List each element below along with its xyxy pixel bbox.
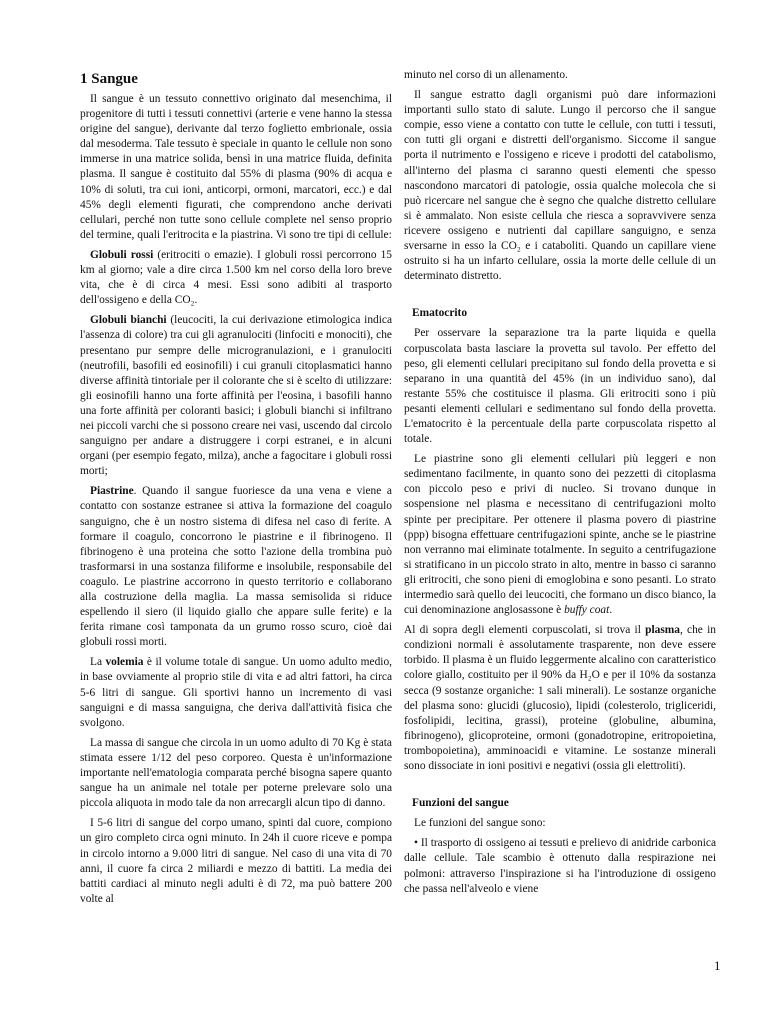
term-globuli-bianchi: Globuli bianchi — [90, 314, 167, 327]
text-plasma-pre: Al di sopra degli elementi corpuscolati, si trova il — [404, 624, 646, 637]
left-column — [80, 68, 392, 912]
text-globuli-bianchi: (leucociti, la cui derivazione etimologica indica l'assenza di colore) tra cui gli agranulociti (linfociti e monociti), che presentano pur sempre delle microgranulazioni, e i granulociti (neutrofili, basofili ed eosinofili) i cui granuli citoplasmatici hanno diverse affinità tintoriale per il colorante che si è scelto di utilizzare: gli eosinofili hanno una forte affinità per l'eosina, i basofili hanno una forte affinità per coloranti basici; i globuli bianchi si infiltrano nei piccoli varchi che si possono creare nei vasi, uscendo dal circolo sanguigno per andare a distruggere i corpi estranei, e in alcuni organi (per esempio fegato, milza), anche a fagocitare i globuli rossi morti; — [80, 314, 393, 478]
term-plasma: plasma — [645, 624, 680, 637]
term-volemia: volemia — [105, 656, 144, 669]
paragraph-piastrine-centrifugazione — [404, 452, 716, 618]
heading-funzioni: Funzioni del sangue — [412, 797, 509, 810]
paragraph-volemia — [80, 655, 392, 730]
paragraph-plasma — [404, 623, 716, 774]
paragraph-globuli-rossi — [80, 248, 392, 308]
term-buffy-coat: buffy coat — [564, 604, 610, 617]
paragraph-globuli-bianchi — [80, 313, 392, 479]
section-title: 1 Sangue — [80, 71, 138, 87]
text-piastrine: . Quando il sangue fuoriesce da una vena e viene a contatto con sostanze estranee si attiva la formazione del coagulo sanguigno, che è un nostro sistema di difesa nel caso di ferite. A formare il coagulo, concorrono le piastrine e il fibrinogeno. Il fibrinogeno è una proteina che sotto l'azione della trombina può trasformarsi in una sostanza filiforme e insolubile, responsabile del coagulo. Le piastrine accorrono in questo territorio e collaborano alla costruzione della maglia. La massa semisolida si riduce espellendo il siero (il liquido giallo che appare sulle ferite) e la ferita rimane così tamponata da un grumo rosso scuro, cioè dai globuli rossi morti. — [80, 485, 392, 649]
right-column — [404, 68, 716, 902]
paragraph-ematocrito: Per osservare la separazione tra la parte liquida e quella corpuscolata basta lasciare la provetta sul tavolo. Per effetto del peso, gli elementi cellulari precipitano sul fondo della provetta e si separano in una quantità del 45% (in un individuo sano), dal restante 55% che costituisce il plasma. Gli eritrociti sono i più pesanti elementi cellulari e sedimentano sul fondo della provetta. L'ematocrito è la percentuale della parte corpuscolata rispetto al totale. — [404, 327, 716, 446]
list-item-trasporto: • Il trasporto di ossigeno ai tessuti e prelievo di anidride carbonica dalle cellule. Tale scambio è ottenuto dalla respirazione nei polmoni: attraverso l'inspirazione si ha l'introduzione di ossigeno che passa nell'alveolo e viene — [404, 837, 716, 895]
paragraph-circolo: I 5-6 litri di sangue del corpo umano, spinti dal cuore, compiono un giro completo circa ogni minuto. In 24h il cuore riceve e pompa in circolo intorno a 9.000 litri di sangue. Nel caso di una vita di 70 anni, il cuore fa circa 2 miliardi e mezzo di battiti. La media dei battiti cardiaci al minuto negli adulti è di 72, ma può battere 200 volte al — [80, 817, 392, 905]
page-number: 1 — [714, 958, 721, 973]
text-volemia: è il volume totale di sangue. Un uomo adulto medio, in base ovviamente al proprio stile di vita e ad altri fattori, ha circa 5-6 litri di sangue. Gli sportivi hanno un incremento di vasi sanguigni e di massa sanguigna, che deriva dall'attività fisica che svolgono. — [80, 656, 392, 729]
paragraph-intro: Il sangue è un tessuto connettivo originato dal mesenchima, il progenitore di tutti i tessuti connettivi (arterie e vene hanno la stessa origine del sangue), derivante dal terzo foglietto embrionale, ossia dal mesoderma. Tale tessuto è speciale in quanto le cellule non sono immerse in una matrice solida, bensì in una matrice fluida, definita plasma. Il sangue è costituito dal 55% di plasma (90% di acqua e 10% di soluti, tra cui ioni, anticorpi, ormoni, marcatori, ecc.) e dal 45% degli elementi figurati, che comprendono anche derivati cellulari, perché non tutte sono cellule complete nel senso proprio del termine, quali l'eritrocita e la piastrina. Vi sono tre tipi di cellule: — [80, 93, 392, 241]
text-volemia-pre: La — [90, 656, 106, 669]
paragraph-funzioni-intro: Le funzioni del sangue sono: — [414, 817, 546, 830]
paragraph-continuation: minuto nel corso di un allenamento. — [404, 69, 568, 81]
text-plasma: , che in condizioni normali è assolutamente trasparente, non deve essere torbido. Il plasma è un fluido leggermente alcalino con caratteristico colore giallo, costituito per il 90% da H₂O e per il 10% da sostanza secca (9 sostanze organiche: 1 sali minerali). Le sostanze organiche del plasma sono: glucidi (glucosio), lipidi (colesterolo, trigliceridi, fosfolipidi, lecitina, grassi), proteine (globuline, albumina, fibrinogeno), glicoproteine, ormoni (gonadotropine, eritropoietina, trombopoietina), amminoacidi e vitamine. Le sostanze minerali sono dissociate in ioni positivi e negativi (ossia gli elettroliti). — [404, 624, 716, 773]
term-piastrine: Piastrine — [90, 485, 134, 498]
paragraph-piastrine — [80, 484, 392, 650]
text-centrifugazione: Le piastrine sono gli elementi cellulari più leggeri e non sedimentano facilmente, in quanto sono dei pezzetti di citoplasma con piccolo peso e privi di nucleo. Si trovano dunque in sospensione nel plasma e necessitano di centrifugazioni molto spinte per precipitare. Per ottenere il plasma povero di piastrine (ppp) bisogna effettuare centrifugazioni spinte, anche se le piastrine non verranno mai eliminate totalmente. In seguito a centrifugazione si stratificano in un piccolo strato in alto, mentre in basso ci saranno gli eritrociti, che sono pieni di emoglobina e sono pesanti. Lo strato intermedio sarà quello dei leucociti, che formano un disco bianco, la cui denominazione anglosassone è — [404, 453, 716, 617]
paragraph-massa-sangue: La massa di sangue che circola in un uomo adulto di 70 Kg è stata stimata essere 1/12 del peso corporeo. Questa è un'informazione importante nell'ematologia comparata perché bisogna sapere quanto sangue ha un animale nel totale per poterne prelevare solo una piccola aliquota in modo tale da non arrecargli alcun tipo di danno. — [80, 736, 392, 810]
text-centrifugazione-end: . — [609, 604, 613, 617]
term-globuli-rossi: Globuli rossi — [90, 248, 154, 261]
heading-ematocrito: Ematocrito — [412, 307, 468, 320]
text-globuli-rossi: (eritrociti o emazie). I globuli rossi percorrono 15 km al giorno; vale a dire circa 1.500 km nel corso della loro breve vita, che è di circa 4 mesi. Essi sono adibiti al trasporto dell'ossigeno e della CO₂. — [80, 248, 392, 307]
paragraph-informazioni: Il sangue estratto dagli organismi può dare informazioni importanti sullo stato di salute. Lungo il percorso che il sangue compie, esso viene a contatto con tutte le cellule, con tutti i tessuti, con tutti gli organi e distretti dell'organismo. Siccome il sangue porta il nutrimento e l'ossigeno e riceve i prodotti del catabolismo, all'interno del plasma ci saranno questi elementi che spesso nascondono marcatori di patologie, ossia qualche molecola che si può ricercare nel sangue che è segno che qualche distretto cellulare si è ammalato. Non esiste cellula che riesca a sopravvivere senza ricevere ossigeno e nutrienti dal capillare sanguigno, e senza sversarne in esso la CO₂ e i cataboliti. Quando un capillare viene ostruito si ha un infarto cellulare, ossia la morte delle cellule di un determinato distretto. — [404, 89, 716, 283]
